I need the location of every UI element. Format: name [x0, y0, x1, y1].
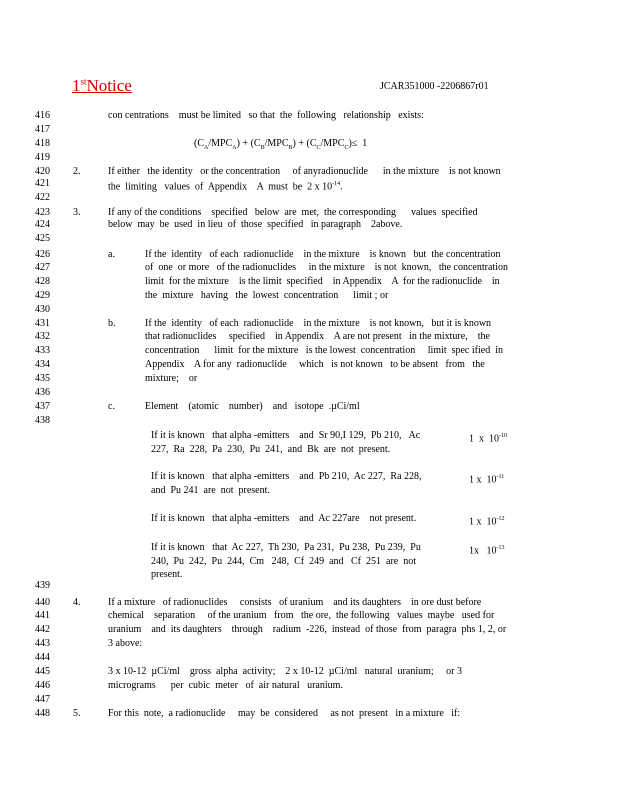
line-number: 447 — [35, 694, 50, 705]
line-number: 426 — [35, 249, 50, 260]
isotope-value — [469, 430, 507, 445]
line-number: 424 — [35, 219, 50, 230]
isotope-condition-line: If it is known that Ac 227, Th 230, Pa 231, Pu 238, Pu 239, Pu — [151, 542, 421, 553]
formula-subscript: C — [344, 145, 349, 151]
item-3a-marker: a. — [108, 249, 115, 260]
value-base: 1 x 10 — [469, 516, 497, 528]
isotope-condition-line: If it is known that alpha -emitters and Ac 227are not present. — [151, 513, 417, 524]
formula-part: /MPC — [264, 138, 289, 149]
item-4-line: uranium and its daughters through radium -226, instead of those from paragra phs 1, 2, or — [108, 624, 507, 635]
item-3b-line: Appendix A for any radionuclide which is not known to be absent from the — [145, 359, 485, 370]
line-number: 428 — [35, 276, 50, 287]
line-number: 438 — [35, 415, 50, 426]
line-number: 440 — [35, 597, 50, 608]
line-number: 420 — [35, 166, 50, 177]
line-number: 421 — [35, 178, 50, 189]
document-id: JCAR351000 -2206867r01 — [380, 81, 489, 92]
notice-number: 1 — [72, 76, 81, 95]
value-base: 1x 10 — [469, 545, 497, 557]
isotope-condition-line: present. — [151, 569, 183, 580]
formula-part: )≤ 1 — [348, 138, 368, 149]
exponent: -14 — [332, 181, 341, 187]
item-4-line: micrograms per cubic meter of air natural uranium. — [108, 680, 343, 691]
item-3b-line: If the identity of each radionuclide in the mixture is not known, but it is known — [145, 318, 492, 329]
line-number: 429 — [35, 290, 50, 301]
isotope-value — [469, 542, 505, 557]
notice-heading — [72, 76, 132, 96]
item-4-marker: 4. — [73, 597, 81, 608]
line-number: 442 — [35, 624, 50, 635]
line-number: 434 — [35, 359, 50, 370]
line-number: 448 — [35, 708, 50, 719]
line-number: 431 — [35, 318, 50, 329]
formula-subscript: A — [232, 145, 237, 151]
isotope-condition-line: If it is known that alpha -emitters and Sr 90,I 129, Pb 210, Ac — [151, 430, 421, 441]
item-4-line: chemical separation of the uranium from the ore, the following values maybe used for — [108, 610, 495, 621]
item-3a-line: If the identity of each radionuclide in the mixture is known but the concentration — [145, 249, 501, 260]
item-2-text: the limiting values of Appendix A must be 2 x 10 — [108, 181, 333, 193]
value-base: 1 x 10 — [469, 474, 497, 486]
formula-part: ) + (C — [292, 138, 317, 149]
notice-word: Notice — [86, 76, 132, 95]
line-number: 444 — [35, 652, 50, 663]
line-number: 425 — [35, 233, 50, 244]
item-4-line: If a mixture of radionuclides consists of uranium and its daughters in ore dust before — [108, 597, 482, 608]
line-number: 436 — [35, 387, 50, 398]
exponent: -10 — [499, 433, 507, 439]
line-number: 435 — [35, 373, 50, 384]
exponent: -11 — [496, 474, 505, 480]
formula-subscript: C — [316, 145, 321, 151]
line-number: 427 — [35, 262, 50, 273]
line-number: 433 — [35, 345, 50, 356]
item-3b-line: concentration limit for the mixture is the lowest concentration limit spec ified in — [145, 345, 503, 356]
formula-part: /MPC — [208, 138, 233, 149]
item-2-text: . — [340, 181, 343, 193]
item-3-line: below may be used in lieu of those specified in paragraph 2above. — [108, 219, 403, 230]
line-number: 432 — [35, 331, 50, 342]
line-number: 419 — [35, 152, 50, 163]
line-number: 439 — [35, 580, 50, 591]
item-3-line: If any of the conditions specified below are met, the corresponding values specified — [108, 207, 478, 218]
isotope-condition-line: If it is known that alpha -emitters and Pb 210, Ac 227, Ra 228, — [151, 471, 422, 482]
formula-subscript: B — [288, 145, 293, 151]
item-5-line: For this note, a radionuclide may be considered as not present in a mixture if: — [108, 708, 461, 719]
item-3a-line: limit for the mixture is the limit specified in Appendix A for the radionuclide in — [145, 276, 500, 287]
line-number: 441 — [35, 610, 50, 621]
item-5-marker: 5. — [73, 708, 81, 719]
notice-ordinal-suffix: st — [80, 76, 87, 87]
line-number: 418 — [35, 138, 50, 149]
line-number: 417 — [35, 124, 50, 135]
line-number: 430 — [35, 304, 50, 315]
isotope-value — [469, 513, 505, 528]
exponent: -12 — [496, 516, 505, 522]
isotope-value — [469, 471, 504, 486]
exponent: -13 — [496, 545, 505, 551]
isotope-condition-line: 227, Ra 228, Pa 230, Pu 241, and Bk are not present. — [151, 444, 391, 455]
formula-subscript: A — [204, 145, 209, 151]
line-number: 443 — [35, 638, 50, 649]
line-number: 437 — [35, 401, 50, 412]
item-2-marker: 2. — [73, 166, 81, 177]
value-base: 1 x 10 — [469, 433, 499, 445]
item-3b-marker: b. — [108, 318, 116, 329]
item-2-line — [108, 178, 343, 193]
formula-part: (C — [194, 138, 204, 149]
isotope-condition-line: and Pu 241 are not present. — [151, 485, 270, 496]
intro-line: con centrations must be limited so that the following relationship exists: — [108, 110, 424, 121]
formula — [194, 138, 367, 154]
line-number: 446 — [35, 680, 50, 691]
item-2-line: If either the identity or the concentration of anyradionuclide in the mixture is not known — [108, 166, 501, 177]
item-3-marker: 3. — [73, 207, 81, 218]
line-number: 445 — [35, 666, 50, 677]
item-3a-line: the mixture having the lowest concentration limit ; or — [145, 290, 389, 301]
item-3b-line: that radionuclides specified in Appendix A are not present in the mixture, the — [145, 331, 490, 342]
item-4-line: 3 x 10-12 µCi/ml gross alpha activity; 2 x 10-12 µCi/ml natural uranium; or 3 — [108, 666, 462, 677]
item-3b-line: mixture; or — [145, 373, 198, 384]
formula-subscript: B — [260, 145, 265, 151]
line-number: 422 — [35, 192, 50, 203]
line-number: 416 — [35, 110, 50, 121]
item-3c-heading: Element (atomic number) and isotope .µCi/ml — [145, 401, 360, 412]
item-3a-line: of one or more of the radionuclides in the mixture is not known, the concentration — [145, 262, 508, 273]
formula-part: ) + (C — [236, 138, 261, 149]
item-4-line: 3 above: — [108, 638, 143, 649]
item-3c-marker: c. — [108, 401, 115, 412]
line-number: 423 — [35, 207, 50, 218]
formula-part: /MPC — [320, 138, 345, 149]
isotope-condition-line: 240, Pu 242, Pu 244, Cm 248, Cf 249 and Cf 251 are not — [151, 556, 416, 567]
